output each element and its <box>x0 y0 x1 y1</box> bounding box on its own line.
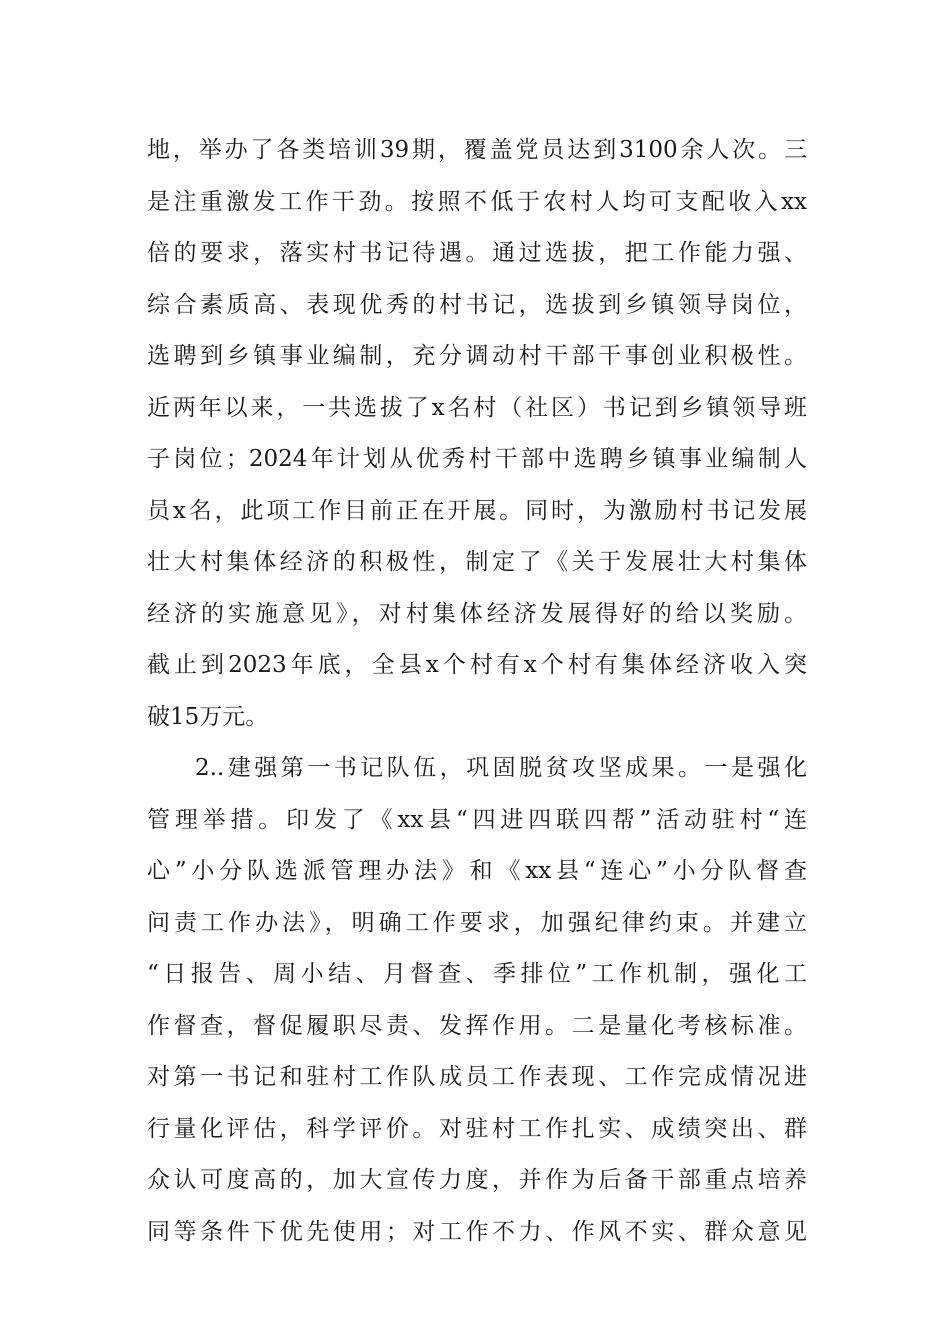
text-line: 管理举措。印发了《xx县“四进四联四帮”活动驻村“连 <box>147 807 807 833</box>
text-line: 地，举办了各类培训39期，覆盖党员达到3100余人次。三 <box>147 137 807 163</box>
text-line: 员x名，此项工作目前正在开展。同时，为激励村书记发展 <box>147 498 807 524</box>
text-line: 经济的实施意见》，对村集体经济发展得好的给以奖励。 <box>147 601 807 627</box>
paragraph-first-line: 2..建强第一书记队伍，巩固脱贫攻坚成果。一是强化 <box>195 755 807 781</box>
text-line: 行量化评估，科学评价。对驻村工作扎实、成绩突出、群 <box>147 1116 807 1142</box>
text-line: “日报告、周小结、月督查、季排位”工作机制，强化工 <box>147 961 807 987</box>
text-line: 问责工作办法》，明确工作要求，加强纪律约束。并建立 <box>147 910 807 936</box>
text-line: 综合素质高、表现优秀的村书记，选拔到乡镇领导岗位， <box>147 292 807 318</box>
text-line: 破15万元。 <box>147 704 269 730</box>
text-line: 心”小分队选派管理办法》和《xx县“连心”小分队督查 <box>147 858 807 884</box>
text-line: 选聘到乡镇事业编制，充分调动村干部干事创业积极性。 <box>147 343 807 369</box>
text-line: 近两年以来，一共选拔了x名村（社区）书记到乡镇领导班 <box>147 395 807 421</box>
text-line: 是注重激发工作干劲。按照不低于农村人均可支配收入xx <box>147 189 807 215</box>
text-line: 众认可度高的，加大宣传力度，并作为后备干部重点培养 <box>147 1167 807 1193</box>
text-line: 同等条件下优先使用；对工作不力、作风不实、群众意见 <box>147 1219 807 1245</box>
text-line: 壮大村集体经济的积极性，制定了《关于发展壮大村集体 <box>147 549 807 575</box>
text-line: 子岗位；2024年计划从优秀村干部中选聘乡镇事业编制人 <box>147 446 807 472</box>
text-line: 对第一书记和驻村工作队成员工作表现、工作完成情况进 <box>147 1064 807 1090</box>
text-line: 作督查，督促履职尽责、发挥作用。二是量化考核标准。 <box>147 1013 807 1039</box>
text-line: 截止到2023年底，全县x个村有x个村有集体经济收入突 <box>147 652 807 678</box>
text-line: 倍的要求，落实村书记待遇。通过选拔，把工作能力强、 <box>147 240 807 266</box>
